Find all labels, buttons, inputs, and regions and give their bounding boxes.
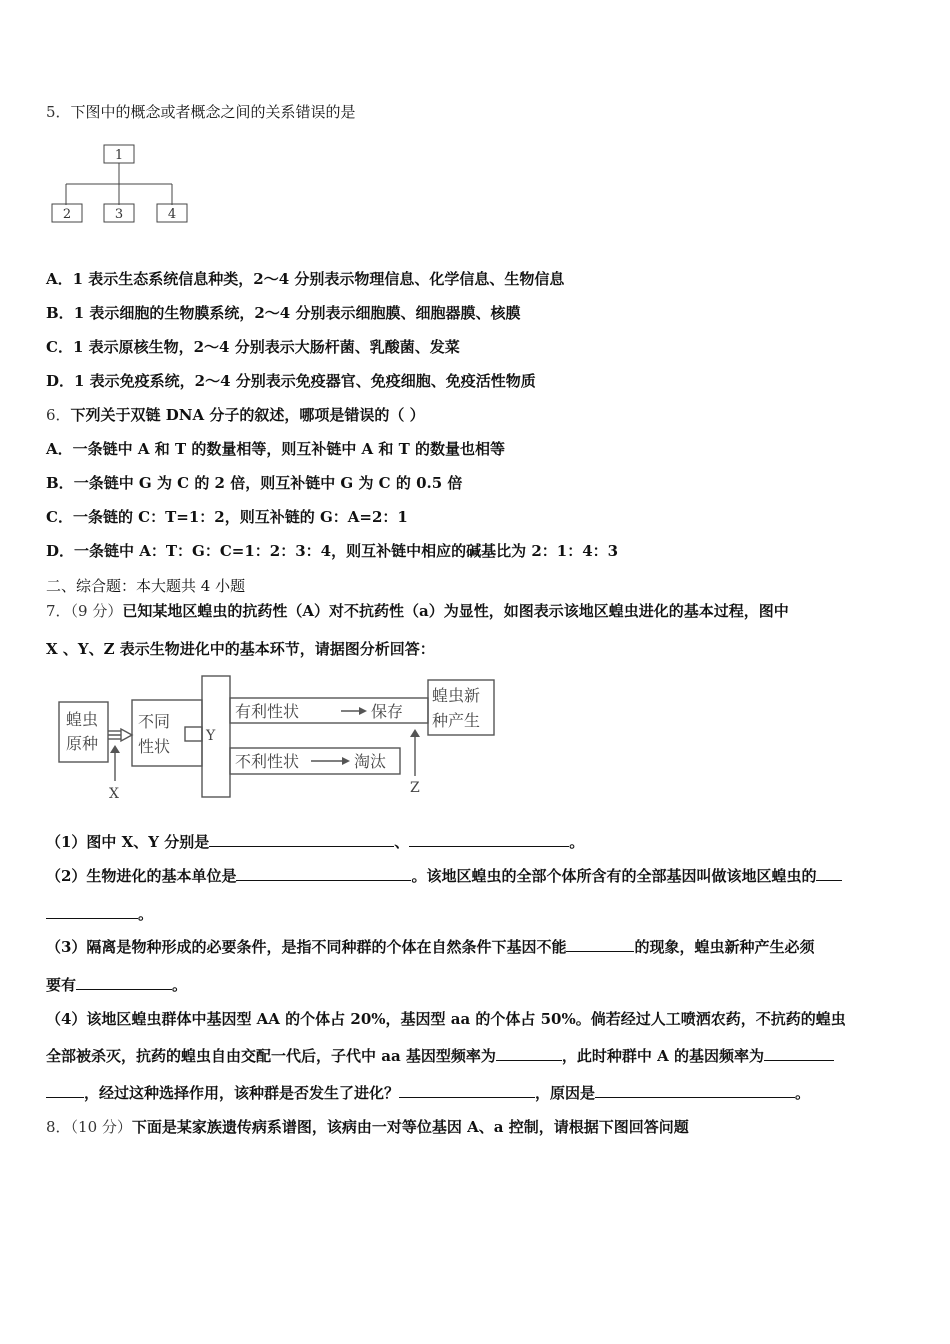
z-arrowhead-icon <box>410 729 420 737</box>
eliminate-label: 淘汰 <box>354 752 387 771</box>
answer-blank-reason[interactable] <box>595 1083 795 1098</box>
answer-blank-genepool-a[interactable] <box>816 866 842 881</box>
section-title: 二、综合题：本大题共 4 小题 <box>46 577 246 595</box>
concept-label-3: 3 <box>114 207 124 222</box>
answer-blank-y[interactable] <box>409 832 569 847</box>
q6-option-d: D．一条链中 A：T：G：C=1：2：3：4，则互补链中相应的碱基比为 2：1：4：3 <box>46 542 619 560</box>
x-arrowhead-icon <box>110 745 120 753</box>
concept-label-1: 1 <box>114 148 124 163</box>
q7-stem-line1: 7．（9 分）已知某地区蝗虫的抗药性（A）对不抗药性（a）为显性，如图表示该地区蝗虫进化的基本过程，图中 <box>46 602 789 620</box>
q8-stem: 8．（10 分）下面是某家族遗传病系谱图，该病由一对等位基因 A、a 控制，请根据下图回答问题 <box>46 1118 689 1136</box>
q5-stem-text: 下图中的概念或者概念之间的关系错误的是 <box>70 103 356 121</box>
q6-stem-text: 下列关于双链 DNA 分子的叙述，哪项是错误的（ ） <box>70 406 425 424</box>
q6-stem <box>46 405 425 425</box>
answer-blank-x[interactable] <box>209 832 394 847</box>
answer-blank-isolation[interactable] <box>76 975 172 990</box>
keep-label: 保存 <box>371 702 404 721</box>
answer-blank-geneflow[interactable] <box>566 937 634 952</box>
answer-blank-a-frequency-b[interactable] <box>46 1083 84 1098</box>
concept-label-4: 4 <box>167 207 177 222</box>
traits-label-line1: 不同 <box>138 712 171 731</box>
q7-sub4-line1: （4）该地区蝗虫群体中基因型 AA 的个体占 20%，基因型 aa 的个体占 50%。倘若经过人工喷洒农药，不抗药的蝗虫 <box>46 1010 846 1028</box>
answer-blank-evolved[interactable] <box>399 1083 535 1098</box>
answer-blank-unit[interactable] <box>236 866 411 881</box>
q7-sub4-line3: ，经过这种选择作用，该种群是否发生了进化？ ，原因是 。 <box>46 1083 810 1103</box>
q5-option-d: D．1 表示免疫系统，2～4 分别表示免疫器官、免疫细胞、免疫活性物质 <box>46 372 536 390</box>
q5-number: 5． <box>46 103 71 121</box>
origin-label-line1: 蝗虫 <box>66 710 99 729</box>
z-label: Z <box>410 780 420 796</box>
q6-number: 6． <box>46 406 71 424</box>
q5-option-c: C．1 表示原核生物，2～4 分别表示大肠杆菌、乳酸菌、发菜 <box>46 338 460 356</box>
answer-blank-genepool-b[interactable] <box>46 904 138 919</box>
new-species-line1: 蝗虫新 <box>432 686 481 705</box>
q6-option-b: B．一条链中 G 为 C 的 2 倍，则互补链中 G 为 C 的 0.5 倍 <box>46 474 463 492</box>
favorable-label: 有利性状 <box>235 702 300 721</box>
concept-label-2: 2 <box>62 207 72 222</box>
y-label: Y <box>206 728 216 744</box>
q7-sub2-line1: （2）生物进化的基本单位是 。该地区蝗虫的全部个体所含有的全部基因叫做该地区蝗虫的 <box>46 866 842 886</box>
traits-label-line2: 性状 <box>138 737 171 756</box>
q6-option-c: C．一条链的 C：T=1：2，则互补链的 G：A=2：1 <box>46 508 408 526</box>
q7-sub1: （1）图中 X、Y 分别是 、 。 <box>46 833 585 851</box>
unfavorable-label: 不利性状 <box>235 752 300 771</box>
answer-blank-aa-frequency[interactable] <box>496 1046 562 1061</box>
y-small-box <box>185 727 202 741</box>
origin-label-line2: 原种 <box>66 734 99 753</box>
answer-blank-a-frequency-a[interactable] <box>764 1046 834 1061</box>
new-species-line2: 种产生 <box>432 711 481 730</box>
q5-stem <box>46 102 356 122</box>
q7-sub4-line2: 全部被杀灭，抗药的蝗虫自由交配一代后，子代中 aa 基因型频率为 ，此时种群中 A 的基因频率为 <box>46 1046 834 1066</box>
q5-option-b: B．1 表示细胞的生物膜系统，2～4 分别表示细胞膜、细胞器膜、核膜 <box>46 304 521 322</box>
q7-sub2-line2: 。 <box>46 904 153 924</box>
x-label: X <box>109 786 119 802</box>
concept-tree-diagram <box>50 143 200 223</box>
keep-arrowhead-icon <box>359 707 367 715</box>
evolution-process-diagram <box>55 673 505 803</box>
q7-sub3-line2: 要有 。 <box>46 976 188 994</box>
q5-option-a: A．1 表示生态系统信息种类，2～4 分别表示物理信息、化学信息、生物信息 <box>46 270 565 288</box>
q7-sub3-line1: （3）隔离是物种形成的必要条件，是指不同种群的个体在自然条件下基因不能 的现象，蝗虫新种产生必须 <box>46 938 815 956</box>
different-traits-box <box>132 700 202 766</box>
eliminate-arrowhead-icon <box>342 757 350 765</box>
q6-option-a: A．一条链中 A 和 T 的数量相等，则互补链中 A 和 T 的数量也相等 <box>46 440 506 458</box>
q7-stem-line2: X 、Y、Z 表示生物进化中的基本环节，请据图分析回答： <box>46 640 435 658</box>
